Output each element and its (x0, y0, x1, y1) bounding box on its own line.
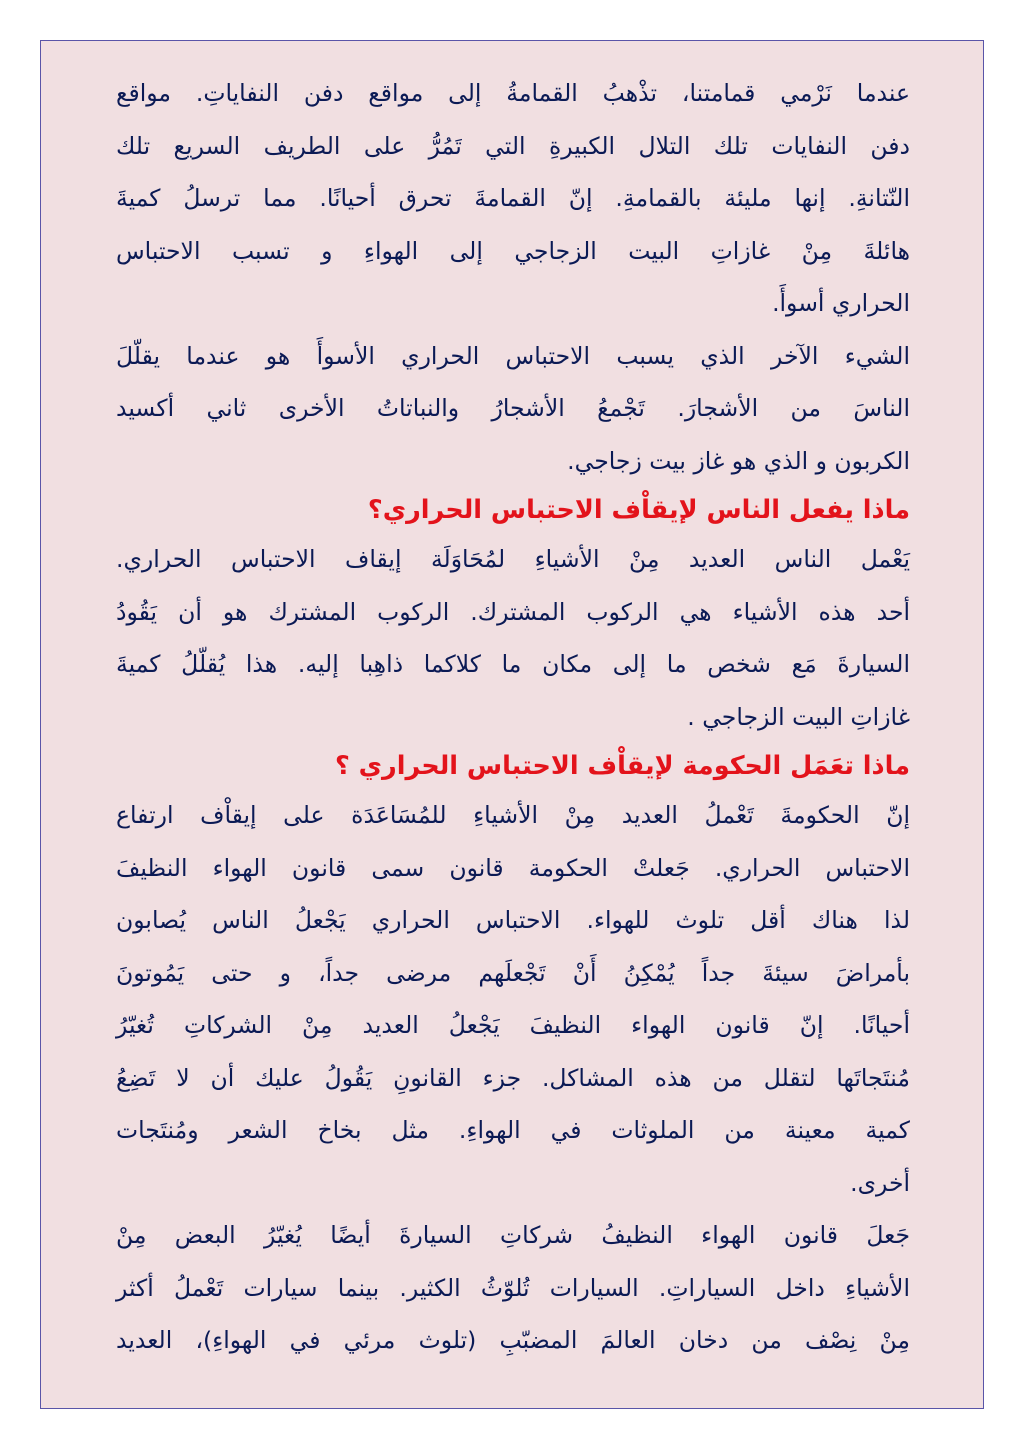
paragraph-4-line-1: إنّ الحكومةَ تَعْملُ العديد مِنْ الأشياءِ للمُسَاعَدَة على إيقاْف ارتفاع (116, 801, 910, 829)
paragraph-1-line-5: الحراري أسوأَ. (772, 289, 910, 317)
paragraph-3-line-1: يَعْمل الناس العديد مِنْ الأشياءِ لمُحَاوَلَة إيقاف الاحتباس الحراري. (116, 545, 910, 573)
paragraph-3-line-4: غازاتِ البيت الزجاجي . (687, 702, 910, 731)
paragraph-4-line-4: بأمراضَ سيئةَ جداً يُمْكِنُ أَنْ تَجْعلَهم مرضى جداً، و حتى يَمُوتونَ (116, 958, 910, 987)
section-heading-people: ماذا يفعل الناس لإيقاْف الاحتباس الحراري؟ (367, 495, 910, 525)
paragraph-1-line-1: عندما نَرْمي قمامتنا، تذْهبُ القمامةُ إلى مواقع دفن النفاياتِ. مواقع (116, 79, 910, 107)
paragraph-4-line-6: مُنتَجاتَها لتقلل من هذه المشاكل. جزء القانونِ يَقُولُ عليك أن لا تَضِعُ (116, 1063, 910, 1092)
paragraph-5-line-2: الأشياءِ داخل السياراتِ. السيارات تُلوّثُ الكثير. بينما سيارات تَعْملُ أكثر (116, 1273, 910, 1302)
document-content (116, 67, 910, 1367)
paragraph-1 (116, 67, 910, 330)
paragraph-1-line-3: النّتانةِ. إنها مليئة بالقمامةِ. إنّ القمامةَ تحرق أحيانًا. مما ترسلُ كميةَ (116, 184, 910, 212)
paragraph-5-line-1: جَعلَ قانون الهواء النظيفُ شركاتِ السيارةَ أيضًا يُغيّرُ البعض مِنْ (116, 1221, 910, 1249)
paragraph-2-line-1: الشيء الآخر الذي يسبب الاحتباس الحراري الأسوأَ هو عندما يقلّلَ (116, 341, 910, 370)
paragraph-5 (116, 1209, 910, 1367)
paragraph-3-line-3: السيارةَ مَع شخص ما إلى مكان ما كلاكما ذاهِبا إليه. هذا يُقلّلُ كميةَ (116, 650, 910, 678)
paragraph-4-line-3: لذا هناك أقل تلوث للهواء. الاحتباس الحراري يَجْعلُ الناس يُصابون (116, 906, 910, 934)
paragraph-2-line-2: الناسَ من الأشجارَ. تَجْمعُ الأشجارُ والنباتاتُ الأخرى ثاني أكسيد (116, 394, 910, 422)
paragraph-5-line-3: مِنْ نِصْف من دخان العالمَ المضبّبِ (تلوث مرئي في الهواءِ)، العديد (116, 1326, 910, 1354)
paragraph-4-line-5: أحيانًا. إنّ قانون الهواء النظيفَ يَجْعلُ العديد مِنْ الشركاتِ تُغيّرُ (116, 1011, 910, 1039)
paragraph-2-line-3: الكربون و الذي هو غاز بيت زجاجي. (567, 446, 910, 475)
paragraph-2 (116, 330, 910, 488)
section-heading-government: ماذا تعَمَل الحكومة لإيقاْف الاحتباس الحراري ؟ (335, 751, 910, 781)
paragraph-1-line-2: دفن النفايات تلك التلال الكبيرةِ التي تَمُرُّ على الطريف السريع تلك (116, 131, 910, 160)
paragraph-1-line-4: هائلةَ مِنْ غازاتِ البيت الزجاجي إلى الهواءِ و تسبب الاحتباس (116, 236, 910, 265)
paragraph-3 (116, 533, 910, 743)
paragraph-3-line-2: أحد هذه الأشياء هي الركوب المشترك. الركوب المشترك هو أن يَقُودُ (116, 597, 910, 626)
paragraph-4-line-2: الاحتباس الحراري. جَعلتْ الحكومة قانون سمى قانون الهواء النظيفَ (116, 853, 910, 882)
page-frame (40, 40, 984, 1409)
paragraph-4-line-8: أخرى. (850, 1168, 910, 1197)
paragraph-4 (116, 789, 910, 1209)
paragraph-4-line-7: كمية معينة من الملوثات في الهواءِ. مثل بخاخ الشعر ومُنتَجات (116, 1116, 910, 1144)
